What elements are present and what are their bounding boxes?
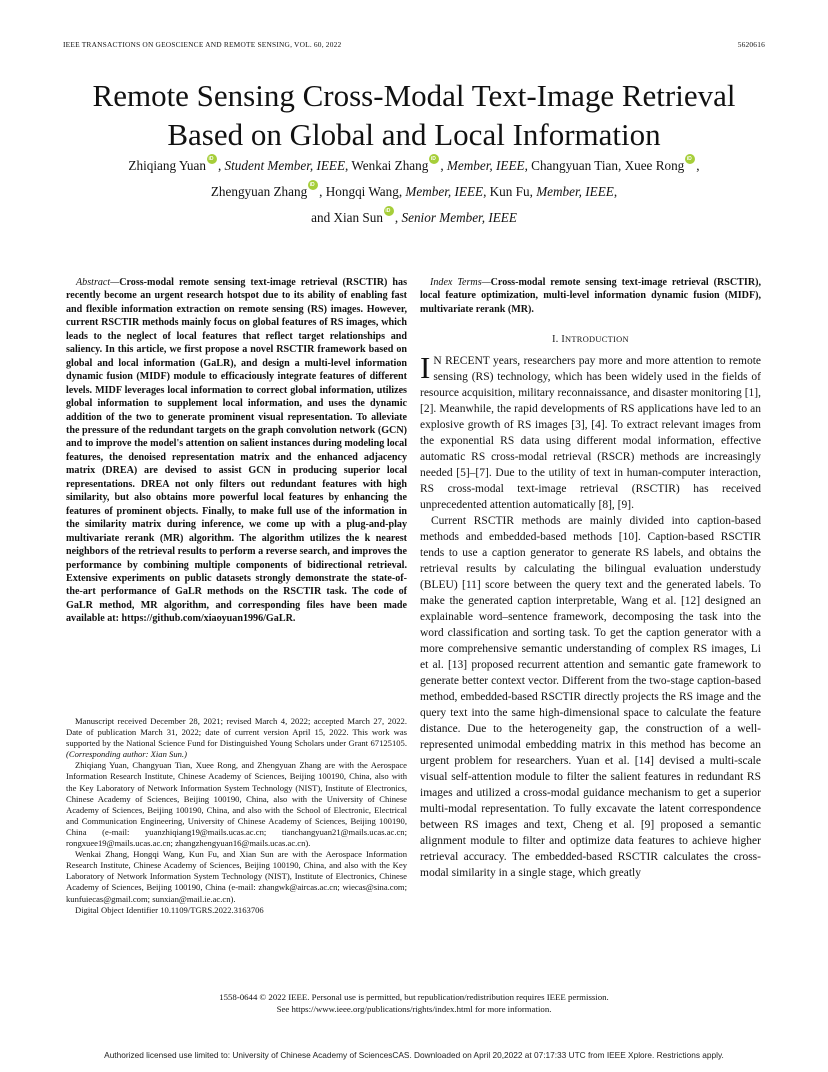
section-numeral: I. xyxy=(552,334,559,346)
author-role: Student Member, IEEE xyxy=(224,158,346,173)
orcid-icon[interactable] xyxy=(308,180,318,190)
author-name: Hongqi Wang, xyxy=(325,184,403,199)
author-name: Changyuan Tian, Xuee Rong xyxy=(531,158,685,173)
authorized-use-footer: Authorized licensed use limited to: University of Chinese Academy of SciencesCAS. Downloaded on April 20,2022 at 07:17:33 UTC from IEEE Xplore. Restrictions apply. xyxy=(104,1050,724,1060)
copyright-notice xyxy=(60,991,768,1015)
section-heading-introduction xyxy=(420,333,761,346)
author-role: Member, IEEE xyxy=(405,184,484,199)
paper-title xyxy=(40,76,788,154)
index-terms xyxy=(420,276,761,316)
author-name: and Xian Sun xyxy=(311,210,383,225)
drop-cap: I xyxy=(420,349,431,385)
footnote-manuscript xyxy=(66,716,407,760)
author-role: Member, IEEE xyxy=(536,184,614,199)
running-header-journal: IEEE TRANSACTIONS ON GEOSCIENCE AND REMOTE SENSING, VOL. 60, 2022 xyxy=(63,40,342,49)
copyright-line-2: See https://www.ieee.org/publications/rights/index.html for more information. xyxy=(276,1004,552,1014)
footnotes xyxy=(66,716,407,916)
orcid-icon[interactable] xyxy=(429,154,439,164)
abstract xyxy=(66,276,407,626)
right-column xyxy=(420,276,761,881)
footnote-manuscript-text: Manuscript received December 28, 2021; revised March 4, 2022; accepted March 27, 2022. Date of publication March 31, 2022; date of current version April 15, 2022. This work was supported by the National Science Fund for Distinguished Young Scholars under Grant 67125105. xyxy=(66,716,407,749)
footnote-corresponding: (Corresponding author: Xian Sun.) xyxy=(66,749,187,760)
abstract-label: Abstract— xyxy=(76,277,120,288)
section-title-rest: NTRODUCTION xyxy=(565,335,629,345)
paper-title-line1: Remote Sensing Cross-Modal Text-Image Retrieval xyxy=(92,78,736,113)
copyright-line-1: 1558-0644 © 2022 IEEE. Personal use is permitted, but republication/redistribution requires IEEE permission. xyxy=(219,992,609,1002)
author-name: Kun Fu, xyxy=(489,184,533,199)
author-name: Zhiqiang Yuan xyxy=(128,158,206,173)
abstract-text: Cross-modal remote sensing text-image retrieval (RSCTIR) has recently become an urgent research hotspot due to its ability of enabling fast and flexible information extraction on remote sensing (RS) images. However, current RSCTIR methods mainly focus on global features of RS images, which leads to the neglect of local features that reflect target relationships and saliency. In this article, we first propose a novel RSCTIR framework based on global and local information (GaLR), and design a multi-level information dynamic fusion (MIDF) module to efficaciously integrate features of different levels. MIDF leverages local information to correct global information, utilizes global information to supplement local information, and uses the dynamic addition of the two to generate prominent visual representation. To alleviate the pressure of the redundant targets on the graph convolution network (GCN) and to improve the model's attention on salient instances during modeling local features, the denoised representation matrix and the enhanced adjacency matrix (DREA) are devised to assist GCN in producing superior local representations. DREA not only filters out redundant features with high similarity, but also obtains more powerful local features by enhancing the features of prominent objects. Finally, to make full use of the information in the similarity matrix during inference, we come up with a plug-and-play multivariate rerank (MR) algorithm. The algorithm utilizes the k nearest neighbors of the retrieval results to perform a reverse search, and improves the performance by combining multiple components of bidirectional retrieval. Extensive experiments on public datasets strongly demonstrate the state-of-the-art performance of GaLR methods on the RSCTIR task. The code of GaLR method, MR algorithm, and corresponding files have been made available at: https://github.com/xiaoyuan1996/GaLR. xyxy=(66,277,407,625)
orcid-icon[interactable] xyxy=(384,206,394,216)
footnote-affiliation-1: Zhiqiang Yuan, Changyuan Tian, Xuee Rong, and Zhengyuan Zhang are with the Aerospace Information Research Institute, Chinese Academy of Sciences, Beijing 100190, China, also with the Key Laboratory of Network Information System Technology (NIST), Institute of Electronics, Chinese Academy of Sciences, Beijing 100190, China, also with the University of Chinese Academy of Sciences, Beijing 100190, China, and also with the School of Electronic, Electrical and Communication Engineering, University of Chinese Academy of Sciences, Beijing 100190, China (e-mail: yuanzhiqiang19@mails.ucas.ac.cn; tianchangyuan21@mails.ucas.ac.cn; rongxuee19@mails.ucas.ac.cn; zhangzhengyuan16@mails.ucas.ac.cn). xyxy=(66,760,407,849)
intro-lead: N RECENT xyxy=(433,354,490,367)
left-column xyxy=(66,276,407,626)
intro-paragraph-1 xyxy=(420,349,761,513)
paper-title-line2: Based on Global and Local Information xyxy=(167,117,661,152)
intro-paragraph-2: Current RSCTIR methods are mainly divided into caption-based methods and embedded-based methods [10]. Caption-based RSCTIR tends to use a caption generator to generate RS labels, and obtains the retrieval results by calculating the bilingual evaluation understudy (BLEU) [11] score between the query text and the generated labels. To make the generated caption interpretable, Wang et al. [12] designed an explainable word–sentence framework, decomposing the task into the word classification and sorting task. To get the caption generator with a more comprehensive semantic understanding of complex RS images, Li et al. [13] proposed recurrent attention and semantic gate framework to generate better context vector. Different from the two-stage caption-based method, embedded-based RSCTIR directly projects the RS image and the query text into the same high-dimensional space to calculate the feature distance. Due to the heterogeneity gap, the construction of a well-represented unimodal embedding matrix in this method has become an urgent problem for researchers. Yuan et al. [14] devised a multi-scale visual self-attention module to filter the salient features in redundant RS images and utilized a cross-modal guidance mechanism to get a superior multi-modal representation. To fully excavate the latent correspondence between RS images and text, Cheng et al. [9] proposed a semantic alignment module to filter and optimize data features to achieve higher retrieval accuracy. The embedded-based RSCTIR calculates the cross-modal similarity in a single stage, which greatly xyxy=(420,514,761,879)
intro-paragraph-1-text: years, researchers pay more and more attention to remote sensing (RS) technology, which has been widely used in the fields of resource acquisition, military reconnaissance, and disaster monitoring [1], [2]. Meanwhile, the rapid developments of RS applications have led to an explosive growth of RS images [3], [4]. To extract relevant images from the exponential RS data using different modal information, effective automatic RS cross-modal retrieval (RSCR) methods are increasingly needed [5]–[7]. Due to the utility of text in human-computer interaction, RS cross-modal text-image retrieval (RSCTIR) has received unprecedented attention automatically [8], [9]. xyxy=(420,354,761,511)
orcid-icon[interactable] xyxy=(685,154,695,164)
index-terms-label: Index Terms— xyxy=(430,277,491,288)
footnote-affiliation-2: Wenkai Zhang, Hongqi Wang, Kun Fu, and Xian Sun are with the Aerospace Information Research Institute, Chinese Academy of Sciences, Beijing 100190, China, and also with the Key Laboratory of Network Information System Technology (NIST), Institute of Electronics, Chinese Academy of Sciences, Beijing 100190, China (e-mail: zhangwk@aircas.ac.cn; wiecas@sina.com; kunfuiecas@gmail.com; sunxian@mail.ie.ac.cn). xyxy=(66,849,407,904)
author-name: Wenkai Zhang xyxy=(351,158,429,173)
orcid-icon[interactable] xyxy=(207,154,217,164)
author-list: Zhiqiang YuaniD , Student Member, IEEE, Wenkai ZhangiD , Member, IEEE, Changyuan Tian, Xuee RongiD , Zhengyuan ZhangiD , Hongqi Wang, Member, IEEE, Kun Fu, Member, IEEE, and Xian SuniD , Senior Member, IEEE xyxy=(60,153,768,231)
author-role: Member, IEEE xyxy=(446,158,525,173)
index-terms-text: Cross-modal remote sensing text-image retrieval (RSCTIR), local feature optimization, multi-level information dynamic fusion (MIDF), multivariate rerank (MR). xyxy=(420,277,761,315)
footnote-doi: Digital Object Identifier 10.1109/TGRS.2022.3163706 xyxy=(75,904,264,915)
author-role: Senior Member, IEEE xyxy=(401,210,517,225)
author-name: Zhengyuan Zhang xyxy=(210,184,308,199)
running-header-article-number: 5620616 xyxy=(737,40,765,49)
section-title-initial: I xyxy=(561,334,566,346)
